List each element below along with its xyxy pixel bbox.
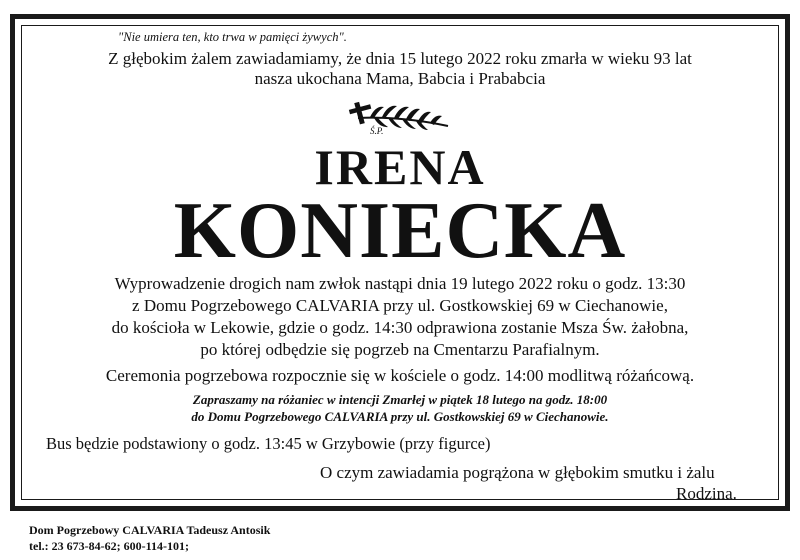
signature-line: O czym zawiadamia pogrążona w głębokim smutku i żalu bbox=[320, 463, 715, 482]
bus-info: Bus będzie podstawiony o godz. 13:45 w Grzybowie (przy figurce) bbox=[46, 434, 491, 453]
footer-company: Dom Pogrzebowy CALVARIA Tadeusz Antosik bbox=[29, 523, 271, 537]
deceased-first-name: IRENA bbox=[314, 139, 486, 195]
footer-phone: tel.: 23 673-84-62; 600-114-101; bbox=[29, 539, 189, 553]
signature-family: Rodzina. bbox=[676, 484, 737, 503]
emblem-caption: Ś.P. bbox=[370, 126, 384, 136]
rosary-line-1: Zapraszamy na różaniec w intencji Zmarłej w piątek 18 lutego na godz. 18:00 bbox=[192, 392, 608, 407]
ceremony-line: Ceremonia pogrzebowa rozpocznie się w kościele o godz. 14:00 modlitwą różańcową. bbox=[105, 366, 695, 385]
deceased-last-name: KONIECKA bbox=[173, 187, 627, 275]
intro-line-2: nasza ukochana Mama, Babcia i Prababcia bbox=[254, 69, 546, 88]
intro-line-1: Z głębokim żalem zawiadamiamy, że dnia 15 lutego 2022 roku zmarła w wieku 93 lat bbox=[108, 49, 692, 68]
cross-palm-icon bbox=[340, 96, 460, 136]
rosary-line-2: do Domu Pogrzebowego CALVARIA przy ul. Gostkowskiej 69 w Ciechanowie. bbox=[191, 409, 609, 424]
funeral-line-3: do kościoła w Lekowie, gdzie o godz. 14:30 odprawiona zostanie Msza Św. żałobna, bbox=[111, 318, 689, 337]
funeral-line-1: Wyprowadzenie drogich nam zwłok nastąpi dnia 19 lutego 2022 roku o godz. 13:30 bbox=[114, 274, 686, 293]
funeral-line-4: po której odbędzie się pogrzeb na Cmentarzu Parafialnym. bbox=[200, 340, 600, 359]
motto: "Nie umiera ten, kto trwa w pamięci żywych". bbox=[118, 30, 347, 44]
funeral-line-2: z Domu Pogrzebowego CALVARIA przy ul. Gostkowskiej 69 w Ciechanowie, bbox=[132, 296, 668, 315]
